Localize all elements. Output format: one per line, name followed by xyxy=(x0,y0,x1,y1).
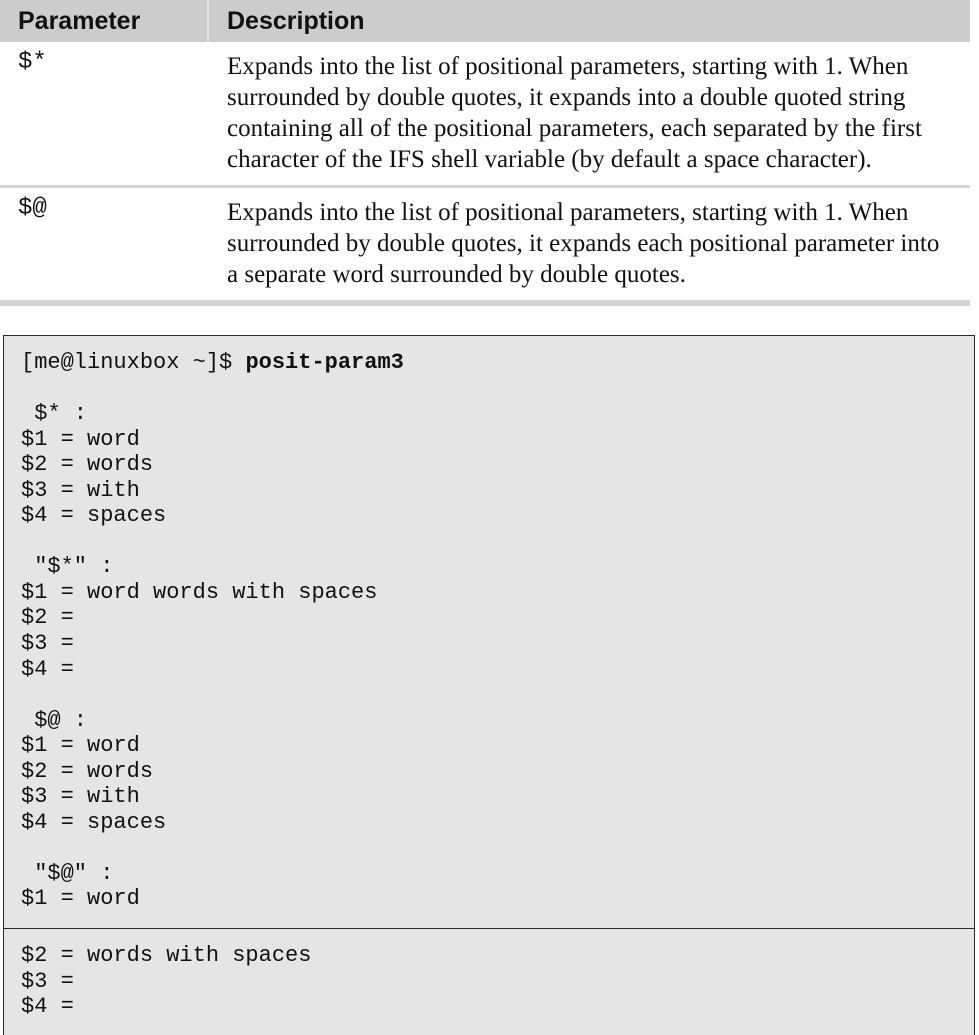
terminal-output-line xyxy=(21,529,974,555)
description-cell: Expands into the list of positional parameters, starting with 1. When surrounded by double quotes, it expands each positional parameter into a separate word surrounded by double quotes. xyxy=(227,199,940,288)
terminal-output-line: $* : xyxy=(21,401,88,427)
terminal-output-line: $1 = word xyxy=(21,886,140,912)
terminal-output-line: $3 = with xyxy=(21,477,140,503)
parameter-cell: $* xyxy=(18,49,47,76)
terminal-output-line: $2 = words with spaces xyxy=(21,943,312,968)
shell-prompt: [me@linuxbox ~]$ xyxy=(21,350,246,375)
header-parameter: Parameter xyxy=(0,0,208,42)
terminal-command-line xyxy=(21,350,974,376)
terminal-output-bottom xyxy=(4,943,974,1020)
terminal-output-line: $2 = xyxy=(21,605,74,631)
terminal-output-line: $@ : xyxy=(21,707,88,733)
terminal-page-divider xyxy=(4,928,974,929)
terminal-output-line: $1 = word words with spaces xyxy=(21,579,378,605)
terminal-output-line: "$*" : xyxy=(21,554,114,580)
terminal-output-line xyxy=(21,376,974,402)
terminal-output-line: $1 = word xyxy=(21,426,140,452)
terminal-output-box xyxy=(3,335,975,1035)
parameter-cell: $@ xyxy=(18,195,47,222)
table-row xyxy=(0,187,970,304)
table-row xyxy=(0,42,970,187)
description-cell: Expands into the list of positional parameters, starting with 1. When surrounded by double quotes, it expands into a double quoted string containing all of the positional parameters, each separated by the first character of the IFS shell variable (by default a space character). xyxy=(227,53,922,173)
table-header-row xyxy=(0,0,970,42)
terminal-output-line: $4 = xyxy=(21,656,74,682)
terminal-output-line: $2 = words xyxy=(21,452,154,478)
terminal-output-line: $4 = spaces xyxy=(21,809,167,835)
terminal-output-line xyxy=(21,682,974,708)
terminal-output-line: $1 = word xyxy=(21,733,140,759)
terminal-output-line: $4 = xyxy=(21,994,74,1020)
terminal-output-line: $3 = with xyxy=(21,784,140,810)
terminal-output-line: $2 = words xyxy=(21,758,154,784)
header-description: Description xyxy=(208,0,970,42)
positional-parameters-table xyxy=(0,0,970,306)
terminal-command: posit-param3 xyxy=(245,350,404,375)
terminal-output-top xyxy=(4,350,974,912)
terminal-output-line: "$@" : xyxy=(21,860,114,886)
terminal-output-line xyxy=(21,835,974,861)
terminal-output-line: $3 = xyxy=(21,631,74,657)
terminal-output-line: $3 = xyxy=(21,968,74,994)
terminal-output-line: $4 = spaces xyxy=(21,503,167,529)
